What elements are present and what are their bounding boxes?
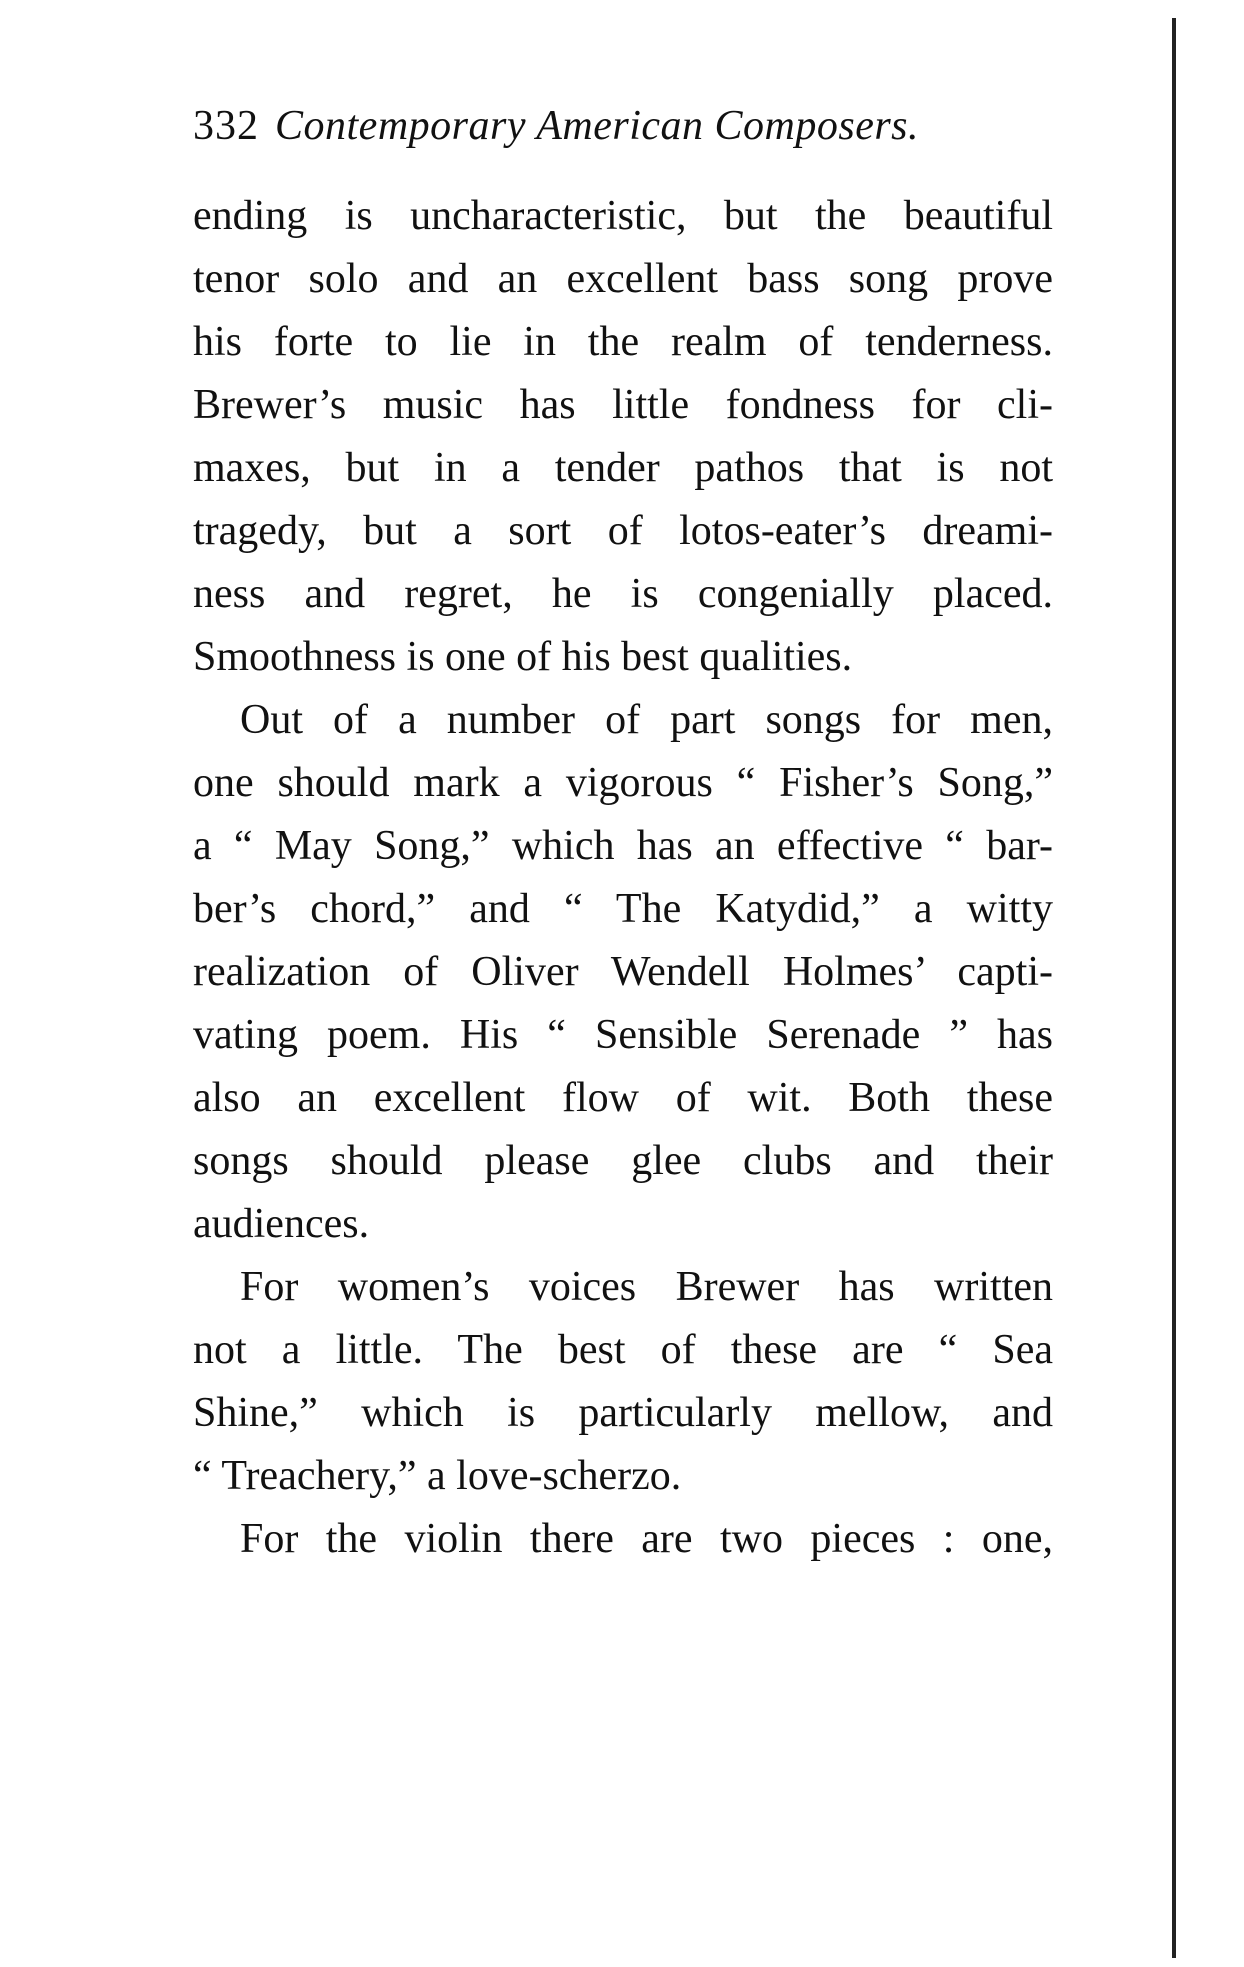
text-line: ber’s chord,” and “ The Katydid,” a witty bbox=[193, 886, 1053, 932]
text-line: audiences. bbox=[193, 1201, 370, 1247]
text-line: realization of Oliver Wendell Holmes’ capti- bbox=[193, 949, 1053, 995]
text-line: a “ May Song,” which has an effective “ bar- bbox=[193, 823, 1053, 869]
text-line: Shine,” which is particularly mellow, and bbox=[193, 1390, 1053, 1436]
text-line: vating poem. His “ Sensible Serenade ” has bbox=[193, 1012, 1053, 1058]
text-line: maxes, but in a tender pathos that is not bbox=[193, 445, 1053, 491]
page-number: 332 bbox=[193, 103, 259, 149]
page-edge-rule bbox=[1172, 18, 1176, 1958]
text-line: ness and regret, he is congenially placed. bbox=[193, 571, 1053, 617]
text-line: songs should please glee clubs and their bbox=[193, 1138, 1053, 1184]
text-line: Brewer’s music has little fondness for cli- bbox=[193, 382, 1053, 428]
text-line: For women’s voices Brewer has written bbox=[240, 1264, 1053, 1310]
running-title: Contemporary American Composers. bbox=[275, 103, 920, 149]
text-line: “ Treachery,” a love-scherzo. bbox=[193, 1453, 682, 1499]
text-line: also an excellent flow of wit. Both these bbox=[193, 1075, 1053, 1121]
body-text bbox=[193, 185, 1053, 1571]
text-line: tenor solo and an excellent bass song prove bbox=[193, 256, 1053, 302]
text-line: ending is uncharacteristic, but the beautiful bbox=[193, 193, 1053, 239]
text-line: Smoothness is one of his best qualities. bbox=[193, 634, 853, 680]
text-line: not a little. The best of these are “ Sea bbox=[193, 1327, 1053, 1373]
text-line: Out of a number of part songs for men, bbox=[240, 697, 1053, 743]
text-line: his forte to lie in the realm of tenderness. bbox=[193, 319, 1053, 365]
text-line: tragedy, but a sort of lotos-eater’s dreami- bbox=[193, 508, 1053, 554]
running-head bbox=[193, 100, 919, 152]
text-line: For the violin there are two pieces : one, bbox=[240, 1516, 1053, 1562]
text-line: one should mark a vigorous “ Fisher’s Song,” bbox=[193, 760, 1053, 806]
